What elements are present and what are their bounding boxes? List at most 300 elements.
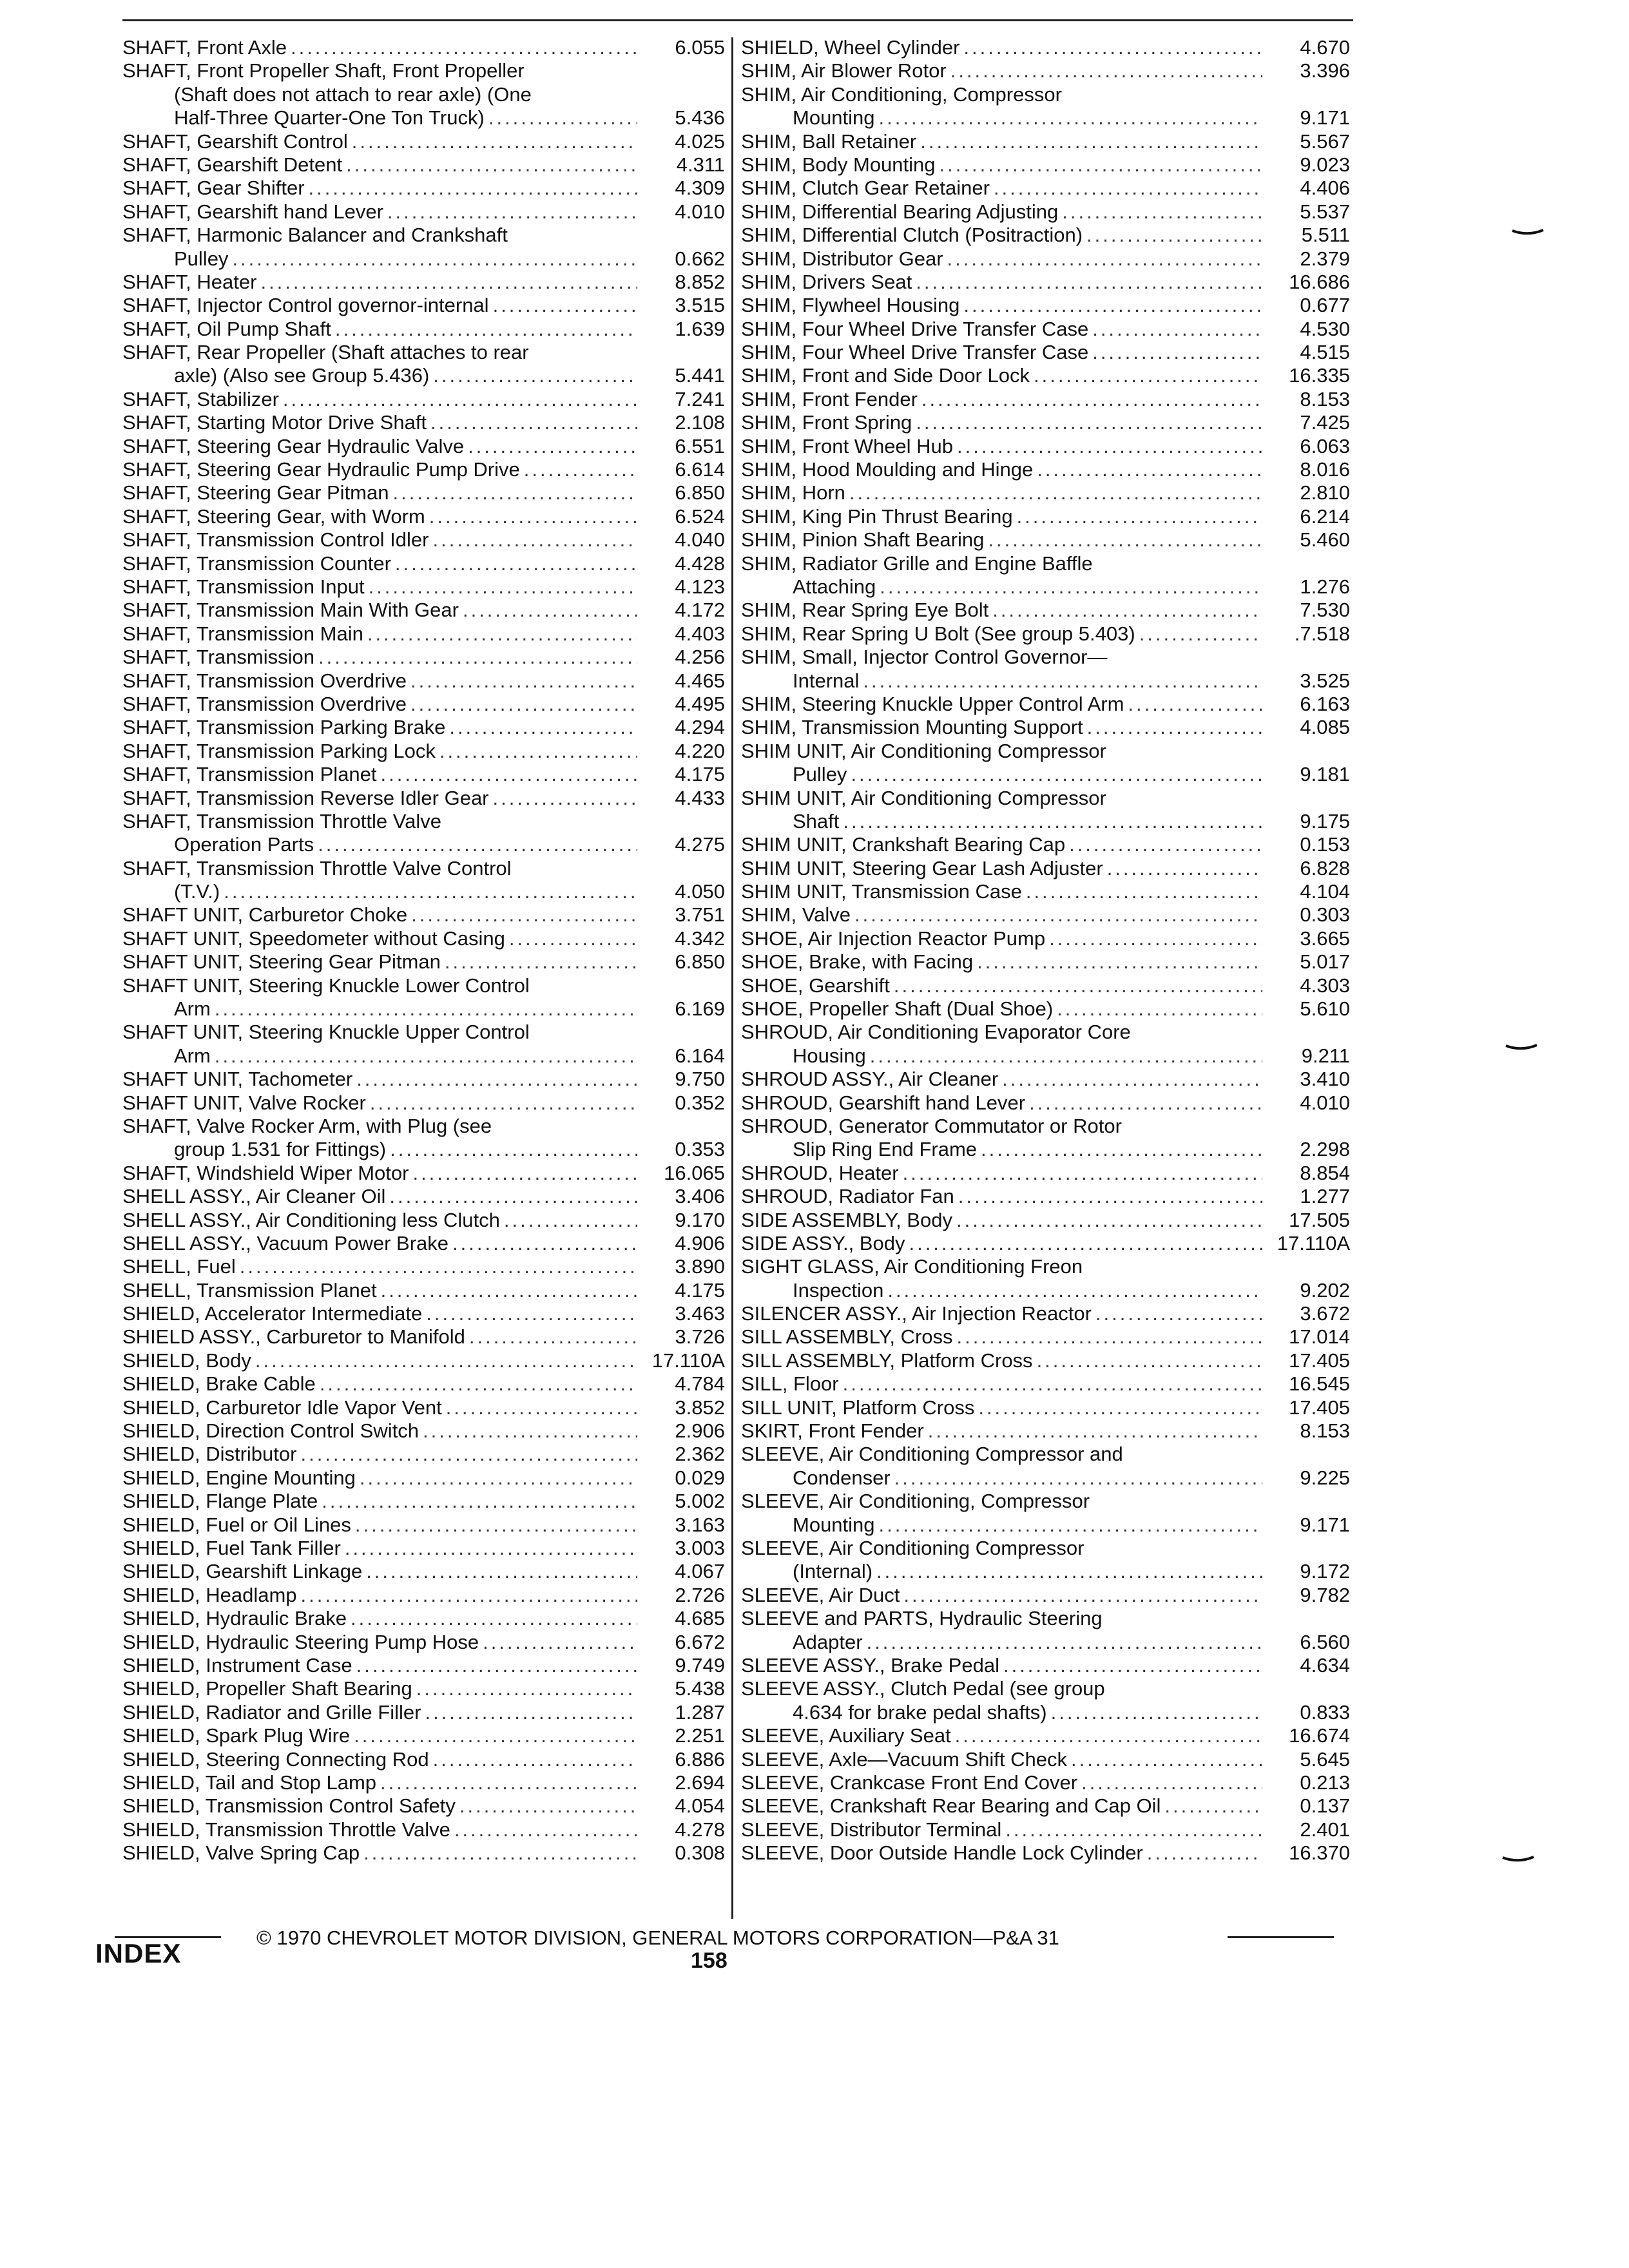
entry-line [122, 669, 725, 693]
group-number: 0.153 [1300, 833, 1350, 856]
group-number: 2.694 [675, 1771, 725, 1794]
entry-text: SHELL, Transmission Planet [122, 1278, 377, 1302]
entry-text: SHOE, Air Injection Reactor Pump [741, 927, 1046, 950]
entry-line [122, 1654, 725, 1677]
index-entry [122, 1514, 725, 1537]
entry-text: SHAFT, Steering Gear Pitman [122, 481, 389, 505]
entry-text: SHIELD, Valve Spring Cap [122, 1841, 360, 1865]
index-entry [741, 740, 1350, 787]
entry-text: SHAFT, Injector Control governor-internal [122, 294, 489, 317]
entry-line [122, 1724, 725, 1747]
entry-text: SHAFT, Steering Gear Hydraulic Valve [122, 434, 465, 457]
dot-leader [977, 950, 1262, 974]
entry-line [122, 130, 725, 153]
entry-text: SHIM, Four Wheel Drive Transfer Case [741, 341, 1089, 364]
dot-leader [981, 1138, 1262, 1161]
entry-line [122, 810, 725, 833]
entry-text: SHAFT, Gearshift hand Lever [122, 200, 383, 223]
entry-text: (Internal) [793, 1560, 873, 1583]
entry-text: SHAFT, Front Propeller Shaft, Front Propeller [122, 59, 525, 82]
group-number: 4.311 [676, 153, 725, 176]
entry-line [122, 693, 725, 716]
group-number: 3.463 [675, 1302, 725, 1325]
entry-text: SHIELD, Instrument Case [122, 1653, 352, 1677]
dot-leader [1092, 318, 1262, 341]
entry-text: SHIM, Drivers Seat [741, 270, 912, 293]
entry-text: SHIM, Steering Knuckle Upper Control Arm [741, 692, 1124, 715]
entry-text: SILL UNIT, Platform Cross [741, 1396, 975, 1419]
entry-text: SHIM, Horn [741, 481, 845, 505]
entry-line [741, 318, 1350, 341]
entry-line [122, 1209, 725, 1232]
entry-text: SHIELD, Brake Cable [122, 1372, 316, 1396]
entry-line [741, 1115, 1350, 1138]
group-number: 0.677 [1300, 294, 1350, 317]
entry-text: SLEEVE, Crankshaft Rear Bearing and Cap Oil [741, 1794, 1161, 1818]
group-number: 16.686 [1289, 270, 1350, 293]
index-entry [122, 388, 725, 411]
dot-leader [446, 1396, 637, 1419]
group-number: 0.833 [1300, 1700, 1350, 1724]
index-entry [122, 575, 725, 599]
entry-line [122, 622, 725, 646]
entry-text: SHIELD, Engine Mounting [122, 1466, 356, 1489]
dot-leader [367, 622, 637, 646]
entry-text: SHAFT, Windshield Wiper Motor [122, 1161, 409, 1184]
entry-line [741, 59, 1350, 82]
dot-leader [416, 1677, 637, 1700]
group-number: 4.406 [1300, 177, 1350, 200]
entry-text: Adapter [793, 1630, 863, 1653]
index-entry [122, 974, 725, 1021]
index-entry [122, 693, 725, 716]
dot-leader [224, 880, 637, 903]
dot-leader [459, 1794, 637, 1818]
group-number: 5.438 [675, 1677, 725, 1700]
group-number: 3.396 [1300, 59, 1350, 82]
entry-text: SHIELD, Direction Control Switch [122, 1419, 419, 1443]
entry-text: SHIM, Ball Retainer [741, 130, 917, 153]
entry-text: SHIELD, Distributor [122, 1443, 297, 1466]
entry-line [741, 1185, 1350, 1208]
entry-line [122, 1490, 725, 1513]
entry-line [741, 1443, 1350, 1466]
entry-text: SHIM UNIT, Steering Gear Lash Adjuster [741, 856, 1103, 879]
dot-leader [1092, 341, 1262, 364]
dot-leader [493, 787, 637, 810]
index-entry [741, 411, 1350, 434]
dot-leader [1051, 1701, 1262, 1724]
group-number: 3.726 [675, 1325, 725, 1349]
entry-line [122, 318, 725, 341]
entry-text: Mounting [793, 1513, 875, 1536]
group-number: 5.511 [1301, 224, 1350, 247]
group-number: 1.277 [1300, 1185, 1350, 1208]
entry-text: SHIELD, Gearshift Linkage [122, 1560, 363, 1583]
index-entry [122, 1560, 725, 1583]
entry-text: SHAFT, Transmission Overdrive [122, 692, 407, 715]
dot-leader [947, 247, 1262, 271]
index-entry [122, 1185, 725, 1208]
entry-text: SHIM, Body Mounting [741, 153, 936, 176]
group-number: 4.309 [675, 177, 725, 200]
dot-leader [863, 669, 1262, 693]
entry-text: SHELL ASSY., Air Cleaner Oil [122, 1185, 386, 1208]
binding-mark [1505, 1044, 1538, 1052]
dot-leader [988, 528, 1262, 552]
dot-leader [463, 599, 637, 622]
index-entry [122, 552, 725, 575]
entry-continuation-line [122, 1138, 725, 1161]
dot-leader [1057, 997, 1262, 1021]
entry-text: SHIELD, Wheel Cylinder [741, 36, 960, 59]
entry-text: SHAFT UNIT, Steering Knuckle Upper Control [122, 1021, 530, 1044]
entry-text: SHOE, Propeller Shaft (Dual Shoe) [741, 997, 1054, 1021]
entry-line [122, 763, 725, 786]
index-entry [122, 36, 725, 59]
dot-leader [1026, 880, 1262, 903]
entry-text: SHIELD, Fuel Tank Filler [122, 1537, 341, 1559]
group-number: 6.828 [1300, 856, 1350, 879]
entry-text: Pulley [793, 763, 847, 786]
group-number: 9.225 [1300, 1466, 1350, 1489]
entry-text: SHAFT, Transmission Parking Lock [122, 739, 436, 762]
index-entry [741, 903, 1350, 927]
group-number: 6.560 [1300, 1630, 1350, 1653]
group-number: 9.181 [1300, 763, 1350, 786]
group-number: 1.639 [675, 317, 725, 340]
entry-line [741, 787, 1350, 810]
entry-line [122, 1818, 725, 1841]
entry-text: SHAFT, Steering Gear, with Worm [122, 505, 425, 528]
entry-text: SHAFT, Transmission Throttle Valve Control [122, 856, 512, 879]
entry-text: SLEEVE, Air Conditioning Compressor and [741, 1443, 1123, 1466]
index-entry [741, 83, 1350, 130]
index-entry [122, 528, 725, 552]
entry-text: SHOE, Brake, with Facing [741, 950, 974, 974]
entry-text: SHIM, Flywheel Housing [741, 294, 960, 317]
index-entry [122, 1209, 725, 1232]
dot-leader [452, 1232, 637, 1255]
index-entry [741, 341, 1350, 364]
index-entry [122, 1021, 725, 1068]
entry-text: SLEEVE, Distributor Terminal [741, 1818, 1002, 1841]
dot-leader [381, 763, 637, 786]
entry-text: SHAFT, Transmission Reverse Idler Gear [122, 786, 489, 809]
entry-continuation-line [741, 669, 1350, 693]
top-rule [122, 19, 1353, 21]
dot-leader [356, 1068, 637, 1091]
entry-line [122, 646, 725, 669]
entry-continuation-line [122, 106, 725, 130]
index-entry [741, 787, 1350, 834]
group-number: 4.010 [1300, 1091, 1350, 1114]
entry-line [741, 1302, 1350, 1325]
dot-leader [887, 1279, 1262, 1302]
index-entry [122, 1232, 725, 1255]
entry-text: SHAFT, Gear Shifter [122, 177, 305, 200]
group-number: 3.406 [675, 1185, 725, 1208]
group-number: 4.050 [675, 880, 725, 903]
dot-leader [1005, 1818, 1262, 1841]
group-number: 4.054 [675, 1794, 725, 1818]
group-number: 4.040 [675, 528, 725, 552]
entry-text: SHIELD, Steering Connecting Rod [122, 1747, 429, 1771]
entry-line [122, 1185, 725, 1208]
group-number: 0.308 [675, 1841, 725, 1865]
entry-text: SIGHT GLASS, Air Conditioning Freon [741, 1255, 1083, 1278]
group-number: 16.674 [1289, 1724, 1350, 1747]
group-number: 7.241 [675, 387, 725, 410]
group-number: 4.495 [675, 692, 725, 715]
dot-leader [439, 740, 637, 763]
entry-text: SHIM, Front and Side Door Lock [741, 364, 1030, 387]
group-number: 4.294 [675, 716, 725, 739]
index-entry [122, 1325, 725, 1349]
group-number: 5.460 [1300, 528, 1350, 552]
index-entry [122, 1748, 725, 1771]
index-entry [122, 787, 725, 810]
entry-line [122, 36, 725, 59]
entry-text: SHIM, Transmission Mounting Support [741, 716, 1083, 739]
group-number: 1.287 [675, 1700, 725, 1724]
entry-line [122, 552, 725, 575]
group-number: 9.749 [675, 1653, 725, 1677]
index-entry [741, 1325, 1350, 1349]
entry-text: SLEEVE ASSY., Brake Pedal [741, 1653, 999, 1677]
group-number: 2.108 [675, 411, 725, 434]
entry-line [122, 1396, 725, 1419]
entry-text: SHAFT, Valve Rocker Arm, with Plug (see [122, 1114, 492, 1137]
entry-continuation-line [741, 1279, 1350, 1302]
dot-leader [260, 271, 637, 294]
dot-leader [351, 1607, 637, 1630]
dot-leader [992, 599, 1262, 622]
group-number: 4.784 [675, 1372, 725, 1396]
entry-text: SHIM, Front Spring [741, 411, 912, 434]
entry-line [122, 1841, 725, 1865]
dot-leader [291, 36, 637, 59]
entry-line [122, 903, 725, 927]
group-number: 8.016 [1300, 458, 1350, 481]
entry-text: SHAFT UNIT, Valve Rocker [122, 1091, 366, 1114]
entry-text: axle) (Also see Group 5.436) [174, 364, 430, 387]
index-entry [741, 1162, 1350, 1185]
group-number: 5.017 [1300, 950, 1350, 974]
entry-line [122, 1419, 725, 1443]
group-number: 6.672 [675, 1630, 725, 1653]
entry-text: SLEEVE, Air Conditioning Compressor [741, 1537, 1084, 1559]
entry-line [741, 341, 1350, 364]
entry-line [122, 1302, 725, 1325]
dot-leader [843, 810, 1262, 833]
dot-leader [903, 1584, 1262, 1607]
index-entry [122, 224, 725, 271]
entry-text: Slip Ring End Frame [793, 1138, 978, 1161]
dot-leader [1037, 458, 1262, 481]
dot-leader [957, 1325, 1262, 1349]
entry-text: SHIELD, Carburetor Idle Vapor Vent [122, 1396, 442, 1419]
entry-text: SHROUD, Air Conditioning Evaporator Core [741, 1021, 1131, 1044]
group-number: 4.634 [1300, 1653, 1350, 1677]
column-divider [731, 37, 733, 1919]
entry-text: (Shaft does not attach to rear axle) (One [174, 82, 532, 106]
group-number: 6.164 [675, 1044, 725, 1067]
entry-text: SHIM, King Pin Thrust Bearing [741, 505, 1013, 528]
index-entry [741, 927, 1350, 950]
entry-text: SHIELD, Headlamp [122, 1583, 297, 1606]
entry-text: SHIM UNIT, Crankshaft Bearing Cap [741, 833, 1066, 856]
entry-line [741, 1419, 1350, 1443]
group-number: 4.175 [675, 763, 725, 786]
index-entry [122, 1584, 725, 1607]
entry-text: Condenser [793, 1466, 891, 1489]
entry-line [741, 271, 1350, 294]
dot-leader [921, 388, 1262, 411]
entry-text: SHIM, Clutch Gear Retainer [741, 177, 990, 200]
group-number: 2.810 [1300, 481, 1350, 505]
entry-continuation-line [122, 364, 725, 387]
dot-leader [232, 247, 637, 271]
group-number: 6.214 [1300, 505, 1350, 528]
entry-text: SHAFT UNIT, Tachometer [122, 1068, 353, 1091]
index-entry [741, 1654, 1350, 1677]
entry-text: SHIM, Front Fender [741, 387, 918, 410]
entry-continuation-line [122, 833, 725, 856]
entry-line [122, 1068, 725, 1091]
footer-index-label: INDEX [95, 1938, 182, 1968]
index-entry [741, 1537, 1350, 1584]
entry-line [122, 716, 725, 739]
entry-line [741, 411, 1350, 434]
entry-text: Attaching [793, 575, 876, 598]
dot-leader [524, 458, 637, 481]
group-number: 6.850 [675, 950, 725, 974]
entry-line [122, 411, 725, 434]
group-number: 3.665 [1300, 927, 1350, 950]
entry-line [122, 1232, 725, 1255]
entry-text: SHIELD ASSY., Carburetor to Manifold [122, 1325, 465, 1349]
entry-text: SHIM, Rear Spring U Bolt (See group 5.403) [741, 622, 1135, 645]
entry-line [122, 435, 725, 458]
entry-text: SHAFT, Transmission Main [122, 622, 363, 645]
entry-line [741, 740, 1350, 763]
dot-leader [879, 1514, 1262, 1537]
entry-line [741, 153, 1350, 177]
dot-leader [335, 318, 637, 341]
entry-text: SHAFT, Steering Gear Hydraulic Pump Drive [122, 458, 520, 481]
entry-line [741, 505, 1350, 528]
entry-text: SHIELD, Body [122, 1349, 251, 1372]
group-number: 4.403 [675, 622, 725, 645]
entry-line [122, 1325, 725, 1349]
entry-line [741, 716, 1350, 739]
entry-line [741, 1841, 1350, 1865]
index-entry [741, 481, 1350, 505]
index-entry [741, 1607, 1350, 1654]
dot-leader [849, 481, 1262, 505]
group-number: 9.750 [675, 1068, 725, 1091]
index-entry [741, 1209, 1350, 1232]
index-entry [741, 1349, 1350, 1372]
index-entry [122, 1841, 725, 1865]
entry-line [122, 857, 725, 880]
dot-leader [425, 1701, 637, 1724]
entry-text: SLEEVE and PARTS, Hydraulic Steering [741, 1607, 1103, 1630]
index-entry [741, 1068, 1350, 1091]
dot-leader [429, 505, 637, 528]
index-entry [741, 130, 1350, 153]
entry-text: SHIELD, Spark Plug Wire [122, 1724, 351, 1747]
group-number: 4.256 [675, 646, 725, 669]
group-number: 9.172 [1300, 1560, 1350, 1583]
entry-continuation-line [741, 1631, 1350, 1654]
group-number: 9.170 [675, 1208, 725, 1231]
entry-line [122, 294, 725, 317]
group-number: 7.530 [1300, 599, 1350, 622]
dot-leader [381, 1279, 637, 1302]
entry-continuation-line [741, 1514, 1350, 1537]
group-number: 3.890 [675, 1255, 725, 1278]
index-entry [122, 1677, 725, 1700]
group-number: 6.850 [675, 481, 725, 505]
entry-text: SHIM, Differential Clutch (Positraction) [741, 224, 1083, 247]
group-number: 0.662 [675, 247, 725, 270]
group-number: 4.010 [675, 200, 725, 223]
index-entry [122, 1537, 725, 1560]
index-entry [122, 1349, 725, 1372]
group-number: 3.525 [1300, 669, 1350, 692]
footer-copyright: © 1970 CHEVROLET MOTOR DIVISION, GENERAL MOTORS CORPORATION—P&A 31 [256, 1927, 1059, 1949]
dot-leader [509, 927, 637, 950]
entry-text: SHIM, Air Blower Rotor [741, 59, 947, 82]
entry-text: SHAFT, Transmission Main With Gear [122, 599, 459, 622]
entry-line [122, 1748, 725, 1771]
entry-line [741, 1232, 1350, 1255]
entry-line [741, 1818, 1350, 1841]
index-entry [741, 693, 1350, 716]
entry-continuation-line [741, 106, 1350, 130]
entry-text: SILENCER ASSY., Air Injection Reactor [741, 1302, 1092, 1325]
entry-text: SHROUD, Generator Commutator or Rotor [741, 1114, 1122, 1137]
dot-leader [851, 763, 1262, 786]
dot-leader [1147, 1841, 1262, 1865]
entry-line [741, 833, 1350, 856]
group-number: 4.172 [675, 599, 725, 622]
entry-line [122, 1466, 725, 1490]
index-entry [122, 1279, 725, 1302]
entry-text: SHAFT, Rear Propeller (Shaft attaches to rear [122, 341, 529, 364]
entry-line [122, 1162, 725, 1185]
entry-line [122, 177, 725, 200]
index-entry [741, 599, 1350, 622]
index-entry [741, 153, 1350, 177]
index-entry [122, 669, 725, 693]
index-entry [122, 271, 725, 294]
entry-text: Shaft [793, 809, 840, 832]
group-number: 6.614 [675, 458, 725, 481]
entry-line [741, 1677, 1350, 1700]
index-entry [741, 1185, 1350, 1208]
entry-line [122, 1372, 725, 1396]
entry-line [122, 974, 725, 997]
entry-line [122, 341, 725, 364]
group-number: 4.342 [675, 927, 725, 950]
group-number: 6.524 [675, 505, 725, 528]
entry-line [122, 505, 725, 528]
index-entry [741, 271, 1350, 294]
index-entry [741, 857, 1350, 880]
